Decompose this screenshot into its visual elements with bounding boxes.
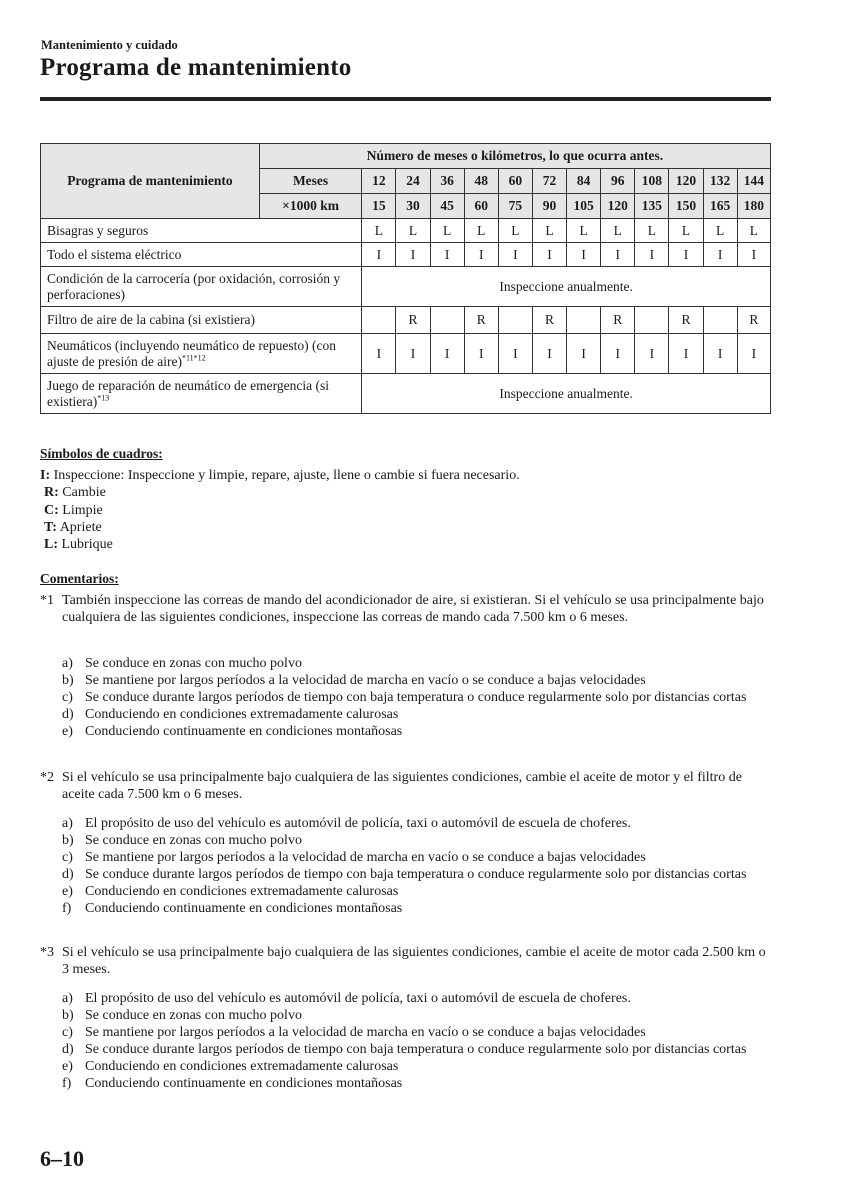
row-item-label [41,219,362,243]
schedule-cell: R [532,307,566,334]
footnote-ref: *13 [97,393,110,402]
symbol-text: Lubrique [58,537,113,553]
schedule-cell: I [601,334,635,374]
schedule-cell: I [430,243,464,267]
km-value: 105 [567,194,601,219]
table-row [41,267,771,307]
condition-key: e) [62,724,73,739]
condition-key: d) [62,1042,74,1057]
condition-item [62,832,762,849]
symbol-text: Cambie [58,485,106,501]
months-value: 96 [601,169,635,194]
condition-key: a) [62,991,73,1006]
comment-conditions [62,815,762,917]
condition-item [62,1007,762,1024]
symbol-text: Apriete [56,519,102,535]
condition-key: b) [62,1008,74,1023]
condition-text: Conduciendo en condiciones extremadamente calurosas [85,1059,399,1074]
symbols-list [40,467,520,553]
schedule-cell: I [396,243,430,267]
schedule-cell: L [601,219,635,243]
condition-key: c) [62,690,73,705]
schedule-cell: I [464,243,498,267]
condition-item [62,672,762,689]
condition-item [62,900,762,917]
schedule-cell: I [703,243,737,267]
symbol-text: Limpie [58,502,103,518]
schedule-cell: L [362,219,396,243]
condition-key: f) [62,1076,72,1091]
km-value: 180 [737,194,770,219]
schedule-cell: L [669,219,703,243]
schedule-cell: I [396,334,430,374]
condition-item [62,1058,762,1075]
symbol-item [40,484,520,501]
page-title: Programa de mantenimiento [40,54,352,81]
row-item-text: Bisagras y seguros [47,222,149,238]
symbol-item [40,536,520,553]
schedule-cell [430,307,464,334]
condition-text: Se conduce en zonas con mucho polvo [85,656,302,671]
schedule-cell [703,307,737,334]
symbol-item [40,467,520,484]
months-value: 12 [362,169,396,194]
schedule-cell: I [430,334,464,374]
row-item-text: Neumáticos (incluyendo neumático de repuesto) (con ajuste de presión de aire) [47,337,337,369]
schedule-cell: L [703,219,737,243]
km-value: 15 [362,194,396,219]
table-row [41,374,771,414]
condition-text: Conduciendo continuamente en condiciones montañosas [85,724,403,739]
condition-item [62,883,762,900]
symbol-item [40,502,520,519]
condition-item [62,723,762,740]
condition-item [62,866,762,883]
row-item-label [41,307,362,334]
condition-key: c) [62,1025,73,1040]
schedule-cell: L [635,219,669,243]
schedule-cell: I [498,334,532,374]
comment-note [40,944,770,978]
condition-text: El propósito de uso del vehículo es automóvil de policía, taxi o automóvil de escuela de choferes. [85,991,631,1006]
km-value: 150 [669,194,703,219]
footnote-ref: *11*12 [181,353,206,362]
row-item-label [41,243,362,267]
comment-mark: *3 [40,945,54,960]
months-value: 72 [532,169,566,194]
condition-text: Conduciendo continuamente en condiciones montañosas [85,901,403,916]
row-item-label [41,334,362,374]
schedule-cell: I [669,243,703,267]
comment-text: Si el vehículo se usa principalmente bajo cualquiera de las siguientes condiciones, cambie el aceite de motor y el filtro de aceite cada 7.500 km o 6 meses. [62,770,742,802]
schedule-cell: L [532,219,566,243]
row-item-text: Todo el sistema eléctrico [47,246,182,262]
comment-conditions [62,655,762,740]
months-value: 144 [737,169,770,194]
months-value: 120 [669,169,703,194]
row-item-text: Juego de reparación de neumático de emergencia (si existiera) [47,377,329,409]
schedule-cell [635,307,669,334]
condition-text: Conduciendo en condiciones extremadamente calurosas [85,884,399,899]
comment-mark: *1 [40,593,54,608]
symbol-key: I: [40,468,51,483]
maintenance-schedule-table [40,143,771,414]
km-value: 135 [635,194,669,219]
condition-key: b) [62,833,74,848]
schedule-cell: R [601,307,635,334]
km-label: ×1000 km [259,194,361,219]
comment-note [40,592,770,626]
months-value: 24 [396,169,430,194]
schedule-cell [498,307,532,334]
comments-heading: Comentarios: [40,571,119,586]
comment-mark: *2 [40,770,54,785]
condition-key: e) [62,1059,73,1074]
months-value: 132 [703,169,737,194]
condition-text: Se conduce durante largos períodos de tiempo con baja temperatura o conduce regularmente solo por distancias cortas [85,690,747,705]
page-number: 6–10 [40,1146,84,1171]
symbol-key: C: [44,502,59,518]
schedule-cell: I [703,334,737,374]
row-item-label [41,267,362,307]
comment-conditions [62,990,762,1092]
row-item-text: Condición de la carrocería (por oxidación, corrosión y perforaciones) [47,270,341,302]
section-label: Mantenimiento y cuidado [41,38,178,52]
table-header [41,144,771,219]
condition-text: Se mantiene por largos períodos a la velocidad de marcha en vacío o se conduce a bajas velocidades [85,850,646,865]
condition-item [62,689,762,706]
condition-key: c) [62,850,73,865]
schedule-cell: I [737,334,770,374]
condition-text: Se mantiene por largos períodos a la velocidad de marcha en vacío o se conduce a bajas velocidades [85,1025,646,1040]
condition-key: d) [62,867,74,882]
symbol-key: L: [44,537,58,553]
condition-item [62,815,762,832]
schedule-cell: I [498,243,532,267]
row-item-text: Filtro de aire de la cabina (si existiera) [47,312,256,327]
months-value: 48 [464,169,498,194]
condition-text: Conduciendo continuamente en condiciones montañosas [85,1076,403,1091]
table-row [41,334,771,374]
schedule-cell: L [737,219,770,243]
schedule-cell: R [396,307,430,334]
schedule-cell: I [362,334,396,374]
km-value: 45 [430,194,464,219]
months-label: Meses [259,169,361,194]
schedule-cell: I [532,243,566,267]
condition-text: Conduciendo en condiciones extremadamente calurosas [85,707,399,722]
condition-item [62,655,762,672]
schedule-cell: I [567,334,601,374]
condition-text: El propósito de uso del vehículo es automóvil de policía, taxi o automóvil de escuela de choferes. [85,816,631,831]
condition-item [62,706,762,723]
schedule-cell: I [362,243,396,267]
schedule-cell: I [532,334,566,374]
condition-key: a) [62,656,73,671]
schedule-cell [362,307,396,334]
row-item-label [41,374,362,414]
condition-item [62,990,762,1007]
schedule-cell: I [635,334,669,374]
condition-text: Se conduce en zonas con mucho polvo [85,1008,302,1023]
condition-text: Se mantiene por largos períodos a la velocidad de marcha en vacío o se conduce a bajas velocidades [85,673,646,688]
condition-text: Se conduce durante largos períodos de tiempo con baja temperatura o conduce regularmente solo por distancias cortas [85,1042,747,1057]
symbol-key: R: [44,485,59,501]
comment-note [40,769,770,803]
table-body [41,219,771,414]
condition-item [62,1075,762,1092]
condition-key: f) [62,901,72,916]
title-divider [40,97,771,101]
table-row [41,219,771,243]
condition-key: e) [62,884,73,899]
schedule-cell [567,307,601,334]
km-value: 75 [498,194,532,219]
comment-text: Si el vehículo se usa principalmente bajo cualquiera de las siguientes condiciones, cambie el aceite de motor cada 2.500 km o 3 meses. [62,945,766,977]
comment-text: También inspeccione las correas de mando del acondicionador de aire, si existieran. Si el vehículo se usa principalmente bajo cualquiera de las siguientes condiciones, inspeccione las correas de mando cada 7.500 km o 6 meses. [62,593,764,625]
condition-item [62,1024,762,1041]
months-value: 36 [430,169,464,194]
condition-text: Se conduce en zonas con mucho polvo [85,833,302,848]
schedule-cell: R [669,307,703,334]
schedule-cell: L [430,219,464,243]
schedule-cell: I [737,243,770,267]
header-item-column: Programa de mantenimiento [41,144,260,219]
months-value: 84 [567,169,601,194]
schedule-cell: R [737,307,770,334]
schedule-cell: L [396,219,430,243]
schedule-cell: I [601,243,635,267]
schedule-cell: L [498,219,532,243]
condition-item [62,1041,762,1058]
condition-key: d) [62,707,74,722]
km-value: 30 [396,194,430,219]
condition-key: b) [62,673,74,688]
header-interval-caption: Número de meses o kilómetros, lo que ocurra antes. [259,144,770,169]
schedule-cell: R [464,307,498,334]
condition-key: a) [62,816,73,831]
annual-inspection-cell: Inspeccione anualmente. [362,374,771,414]
symbol-key: T: [44,519,57,535]
schedule-cell: I [635,243,669,267]
schedule-cell: L [567,219,601,243]
months-value: 60 [498,169,532,194]
condition-item [62,849,762,866]
km-value: 165 [703,194,737,219]
km-value: 60 [464,194,498,219]
table-row [41,243,771,267]
months-value: 108 [635,169,669,194]
schedule-cell: L [464,219,498,243]
symbol-text: Inspeccione: Inspeccione y limpie, repare, ajuste, llene o cambie si fuera necesario. [50,468,520,483]
schedule-cell: I [669,334,703,374]
annual-inspection-cell: Inspeccione anualmente. [362,267,771,307]
schedule-cell: I [567,243,601,267]
km-value: 120 [601,194,635,219]
table-row [41,307,771,334]
symbols-heading: Símbolos de cuadros: [40,446,163,461]
schedule-cell: I [464,334,498,374]
km-value: 90 [532,194,566,219]
condition-text: Se conduce durante largos períodos de tiempo con baja temperatura o conduce regularmente solo por distancias cortas [85,867,747,882]
symbol-item [40,519,520,536]
